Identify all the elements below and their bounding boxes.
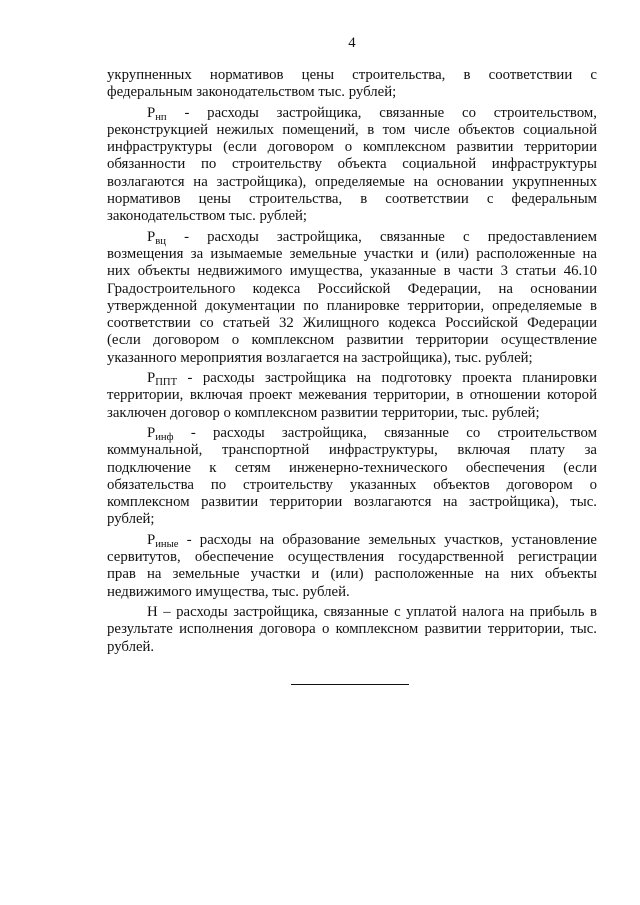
variable-subscript: нп — [155, 111, 167, 123]
text-line: заключен договор о комплексном развитии территории, тыс. рублей; — [107, 404, 540, 421]
variable-subscript: вц — [155, 235, 166, 247]
text-line — [107, 370, 597, 387]
text-line: рублей; — [107, 511, 155, 528]
text-line: реконструкцией нежилых помещений, в том числе объектов социальной — [107, 121, 597, 138]
text-line: возлагаются на застройщика), определяемые на основании укрупненных — [107, 173, 597, 190]
variable-symbol: Р — [147, 370, 156, 387]
text-line: них объекты недвижимого имущества, указанные в части 3 статьи 46.10 — [107, 263, 597, 280]
line-text: – расходы застройщика, связанные с уплатой налога на прибыль в — [163, 603, 597, 620]
variable-symbol: Р — [147, 228, 156, 245]
end-separator-line — [291, 684, 409, 685]
line-text: - расходы застройщика, связанные с предоставлением — [184, 228, 597, 245]
variable-subscript: ППТ — [155, 377, 178, 389]
text-line: результате исполнения договора о комплексном развитии территории, тыс. — [107, 621, 597, 638]
text-line: (если договором о комплексном развитии территории осуществление — [107, 332, 597, 349]
definition-paragraph — [107, 229, 597, 367]
definition-paragraph — [107, 532, 597, 601]
text-line: законодательством тыс. рублей; — [107, 208, 308, 225]
definition-paragraph — [107, 105, 597, 226]
text-line: инфраструктуры (если договором о комплексном развитии территории — [107, 139, 597, 156]
text-line — [107, 604, 597, 621]
text-line: обязанности по строительству объекта социальной инфраструктуры — [107, 156, 597, 173]
text-line: территории, включая проект межевания территории, в отношении которой — [107, 387, 597, 404]
text-line: соответствии со статьей 32 Жилищного кодекса Российской Федерации — [107, 315, 597, 332]
text-line — [107, 425, 597, 442]
text-line: обязательства по строительству указанных объектов договором о — [107, 476, 597, 493]
line-text: - расходы застройщика, связанные со строительством, — [184, 104, 597, 121]
variable-subscript: иные — [155, 538, 179, 550]
line-text: - расходы застройщика, связанные со строительством — [190, 424, 598, 441]
variable-symbol: Р — [147, 424, 156, 441]
document-body — [107, 67, 597, 656]
definition-paragraph — [107, 425, 597, 529]
variable-symbol: Р — [147, 531, 156, 548]
text-line: Градостроительного кодекса Российской Федерации, на основании — [107, 280, 597, 297]
line-text: - расходы на образование земельных участков, установление — [186, 531, 597, 548]
text-line: указанного мероприятия возлагается на застройщика), тыс. рублей; — [107, 349, 533, 366]
continued-paragraph — [107, 67, 597, 102]
text-line: прав на земельные участки и (или) расположенные на них объекты — [107, 566, 597, 583]
text-line: недвижимого имущества, тыс. рублей. — [107, 583, 350, 600]
page-number: 4 — [348, 35, 356, 51]
text-line — [107, 105, 597, 122]
variable-symbol: Н — [147, 603, 158, 620]
definition-paragraph — [107, 604, 597, 656]
text-line: коммунальной, транспортной инфраструктуры, включая плату за — [107, 442, 597, 459]
text-line: подключение к сетям инженерно-технического обеспечения (если — [107, 459, 597, 476]
text-line: рублей. — [107, 638, 155, 655]
text-line: федеральным законодательством тыс. рублей; — [107, 84, 397, 101]
text-line: укрупненных нормативов цены строительства, в соответствии с — [107, 67, 597, 83]
text-line — [107, 532, 597, 549]
definition-paragraph — [107, 370, 597, 422]
line-text: - расходы застройщика на подготовку проекта планировки — [187, 370, 597, 387]
text-line: сервитутов, обеспечение осуществления государственной регистрации — [107, 549, 597, 566]
text-line: возмещения за изымаемые земельные участки и (или) расположенные на — [107, 245, 597, 262]
variable-symbol: Р — [147, 104, 156, 121]
text-line — [107, 229, 597, 246]
text-line: комплексном развитии территории возлагаются на застройщика), тыс. — [107, 494, 597, 511]
text-line: утвержденной документации по планировке территории, определяемые в — [107, 297, 597, 314]
text-line: нормативов цены строительства, в соответствии с федеральным — [107, 191, 597, 208]
variable-subscript: инф — [155, 431, 174, 443]
